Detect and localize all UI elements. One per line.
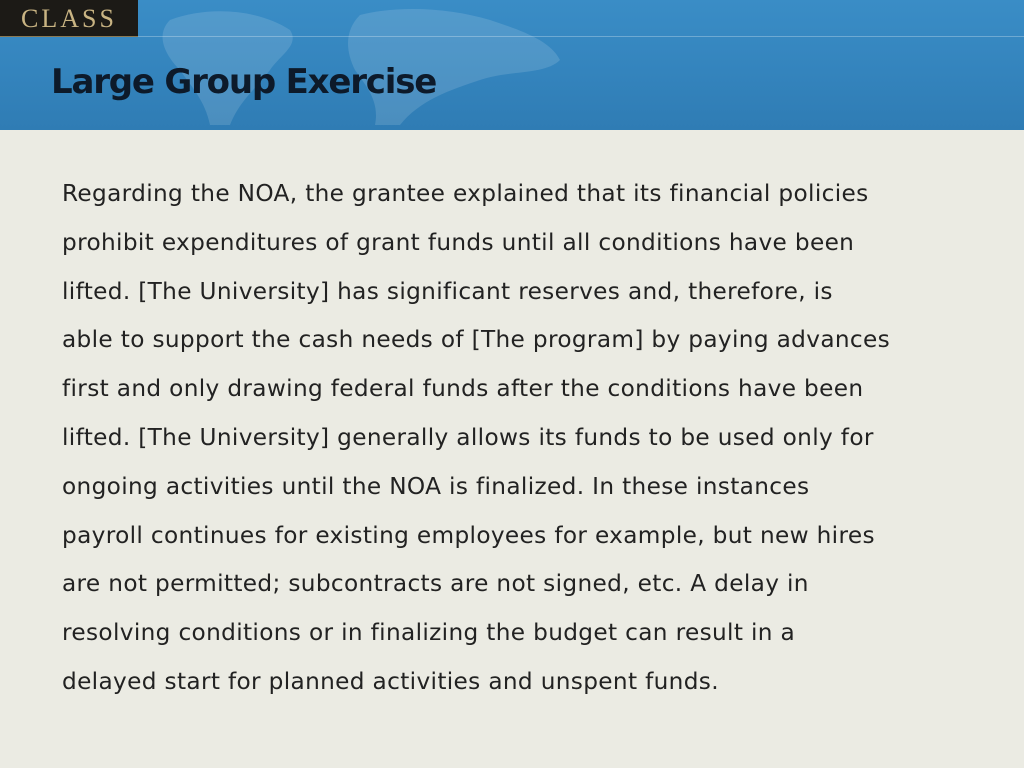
slide-title: Large Group Exercise [51, 62, 437, 102]
slide-body-paragraph: Regarding the NOA, the grantee explained that its financial policies prohibit expenditures of grant funds until all conditions have been lifted. [The University] has significant reserves and, therefore, is able to support the cash needs of [The program] by paying advances first and only drawing federal funds after the conditions have been lifted. [The University] generally allows its funds to be used only for ongoing activities until the NOA is finalized. In these instances payroll continues for existing employees for example, but new hires are not permitted; subcontracts are not signed, etc. A delay in resolving conditions or in finalizing the budget can result in a delayed start for planned activities and unspent funds. [62, 180, 891, 695]
logo-text: CLASS [21, 4, 117, 33]
slide-header [0, 0, 1024, 130]
class-logo [0, 0, 138, 37]
header-rule [138, 36, 1024, 37]
